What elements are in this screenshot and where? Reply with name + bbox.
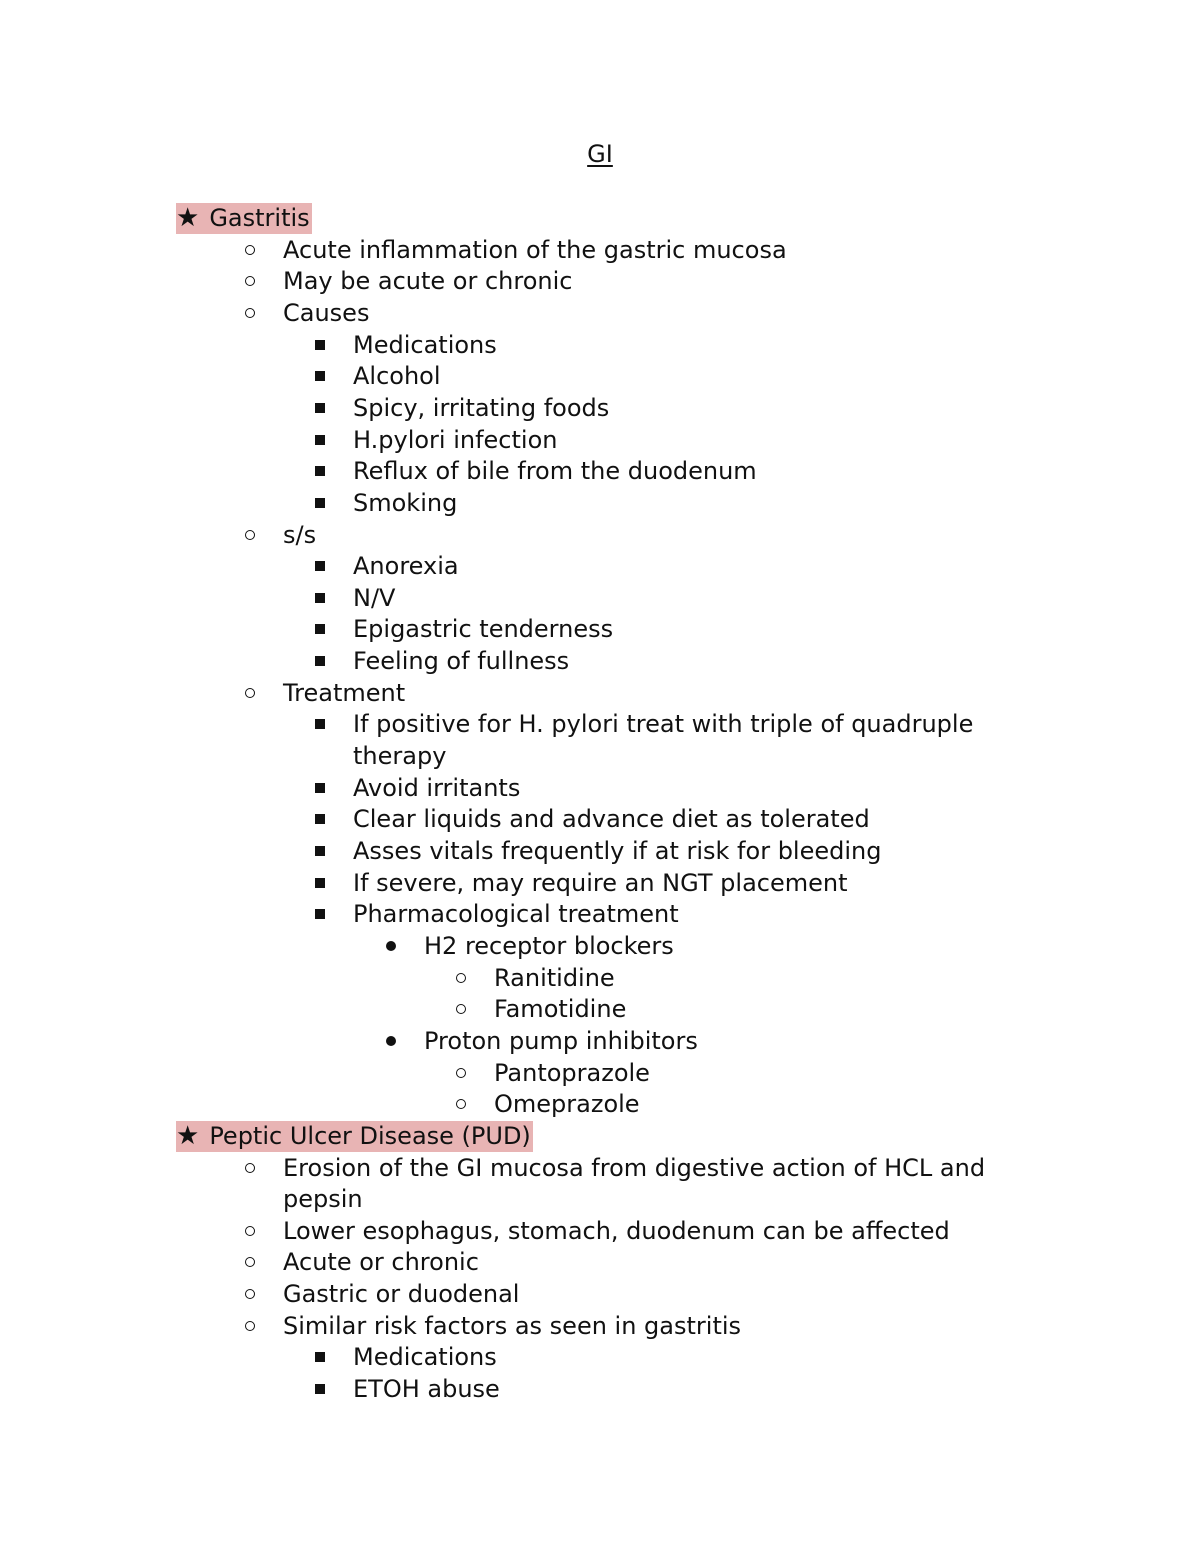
list-item: H.pylori infection xyxy=(353,425,558,454)
star-icon: ★ xyxy=(176,1120,200,1151)
square-bullet-icon xyxy=(315,624,325,634)
list-item: Smoking xyxy=(353,488,458,517)
list-item: If severe, may require an NGT placement xyxy=(353,868,848,897)
square-bullet-icon xyxy=(315,435,325,445)
list-item: ETOH abuse xyxy=(353,1375,500,1404)
circle-bullet-icon xyxy=(245,276,255,286)
section-heading xyxy=(176,1120,533,1152)
circle-bullet-icon xyxy=(456,1099,466,1109)
list-item: Erosion of the GI mucosa from digestive action of HCL and xyxy=(283,1153,986,1182)
circle-bullet-icon xyxy=(456,1068,466,1078)
list-item: Medications xyxy=(353,330,497,359)
square-bullet-icon xyxy=(315,593,325,603)
circle-bullet-icon xyxy=(456,1004,466,1014)
dot-bullet-icon xyxy=(386,1036,396,1046)
list-item: Lower esophagus, stomach, duodenum can be affected xyxy=(283,1216,950,1245)
circle-bullet-icon xyxy=(245,1321,255,1331)
circle-bullet-icon xyxy=(245,1226,255,1236)
square-bullet-icon xyxy=(315,466,325,476)
square-bullet-icon xyxy=(315,1384,325,1394)
page-title: GI xyxy=(587,140,613,168)
heading-highlight xyxy=(176,203,312,234)
circle-bullet-icon xyxy=(245,1257,255,1267)
list-item: Epigastric tenderness xyxy=(353,615,614,644)
list-item: s/s xyxy=(283,520,317,549)
list-item: Clear liquids and advance diet as tolerated xyxy=(353,805,870,834)
list-item: Spicy, irritating foods xyxy=(353,393,610,422)
list-item: Acute or chronic xyxy=(283,1248,479,1277)
square-bullet-icon xyxy=(315,340,325,350)
list-item: Treatment xyxy=(283,678,406,707)
square-bullet-icon xyxy=(315,656,325,666)
square-bullet-icon xyxy=(315,1352,325,1362)
square-bullet-icon xyxy=(315,878,325,888)
square-bullet-icon xyxy=(315,403,325,413)
square-bullet-icon xyxy=(315,909,325,919)
list-item: Causes xyxy=(283,298,370,327)
circle-bullet-icon xyxy=(245,245,255,255)
section-heading-text: Peptic Ulcer Disease (PUD) xyxy=(209,1121,531,1150)
dot-bullet-icon xyxy=(386,941,396,951)
circle-bullet-icon xyxy=(245,530,255,540)
list-item: If positive for H. pylori treat with triple of quadruple xyxy=(353,710,974,739)
list-item: Acute inflammation of the gastric mucosa xyxy=(283,235,787,264)
list-item: H2 receptor blockers xyxy=(424,931,674,960)
heading-highlight xyxy=(176,1121,533,1152)
list-item: Famotidine xyxy=(494,995,627,1024)
list-item: Pharmacological treatment xyxy=(353,900,679,929)
list-item: Alcohol xyxy=(353,362,441,391)
list-item: N/V xyxy=(353,583,396,612)
list-item-continuation: pepsin xyxy=(283,1185,363,1214)
list-item: Gastric or duodenal xyxy=(283,1280,520,1309)
list-item: Avoid irritants xyxy=(353,773,521,802)
square-bullet-icon xyxy=(315,498,325,508)
circle-bullet-icon xyxy=(245,1163,255,1173)
list-item: Asses vitals frequently if at risk for bleeding xyxy=(353,837,882,865)
list-item: May be acute or chronic xyxy=(283,267,573,296)
list-item: Omeprazole xyxy=(494,1090,640,1119)
list-item: Reflux of bile from the duodenum xyxy=(353,457,757,486)
square-bullet-icon xyxy=(315,783,325,793)
star-icon: ★ xyxy=(176,203,200,233)
list-item: Proton pump inhibitors xyxy=(424,1026,698,1055)
section-heading-text: Gastritis xyxy=(209,204,310,232)
list-item: Feeling of fullness xyxy=(353,647,570,676)
list-item: Similar risk factors as seen in gastritis xyxy=(283,1311,742,1340)
list-item: Anorexia xyxy=(353,552,459,581)
list-item-continuation: therapy xyxy=(353,742,447,771)
list-item: Medications xyxy=(353,1343,497,1372)
square-bullet-icon xyxy=(315,846,325,856)
square-bullet-icon xyxy=(315,719,325,729)
circle-bullet-icon xyxy=(245,308,255,318)
square-bullet-icon xyxy=(315,371,325,381)
circle-bullet-icon xyxy=(245,688,255,698)
list-item: Pantoprazole xyxy=(494,1058,650,1087)
circle-bullet-icon xyxy=(245,1289,255,1299)
list-item: Ranitidine xyxy=(494,963,615,992)
square-bullet-icon xyxy=(315,814,325,824)
square-bullet-icon xyxy=(315,561,325,571)
circle-bullet-icon xyxy=(456,973,466,983)
section-heading xyxy=(176,202,312,234)
